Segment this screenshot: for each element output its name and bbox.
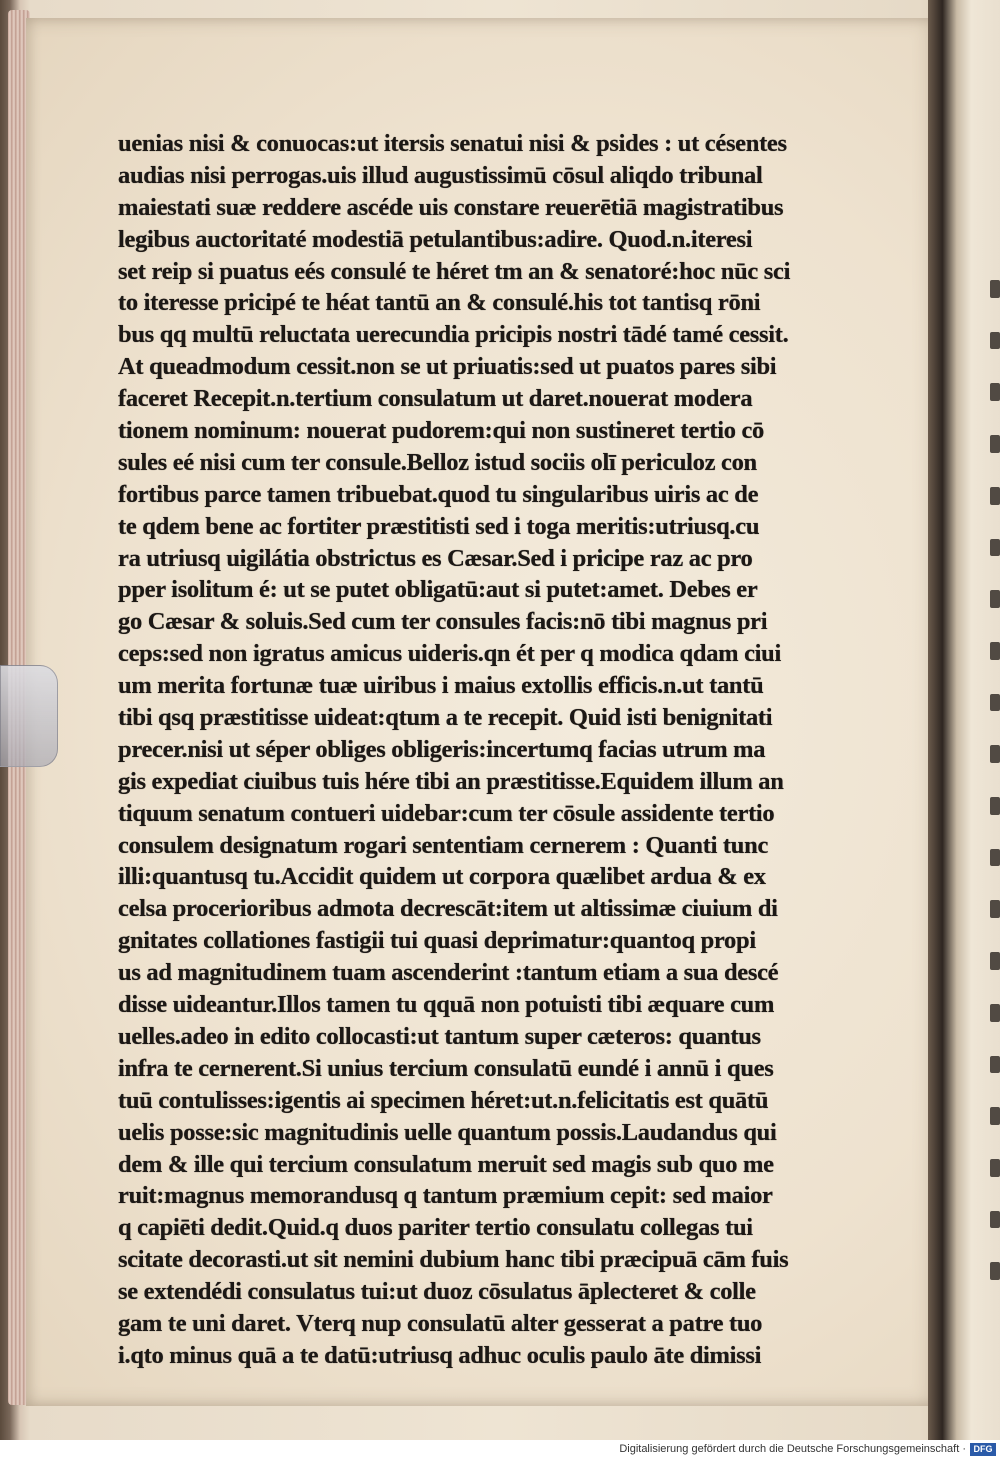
text-line: precer.nisi ut séper obliges obligeris:incertumq facias utrum ma (118, 735, 766, 763)
text-line: tionem nominum: nouerat pudorem:qui non sustineret tertio cō (118, 417, 765, 445)
text-line: scitate decorasti.ut sit nemini dubium hanc tibi præcipuā cām fuis (118, 1246, 789, 1274)
page-clip (0, 665, 58, 767)
text-line: faceret Recepit.n.tertium consulatum ut daret.nouerat modera (118, 385, 753, 413)
facing-page-glyph (990, 694, 1000, 712)
text-line: um merita fortunæ tuæ uiribus i maius extollis efficis.n.ut tantū (118, 672, 764, 700)
dfg-logo: DFG (970, 1443, 996, 1456)
text-line: gis expediat ciuibus tuis hére tibi an præstitisse.Equidem illum an (118, 767, 784, 795)
text-line: gam te uni daret. Vterq nup consulatū alter gesserat a patre tuo (118, 1309, 763, 1337)
facing-page-glyph (990, 435, 1000, 453)
text-line: tuū contulisses:igentis ai specimen héret:ut.n.felicitatis est quātū (118, 1086, 769, 1114)
text-line: se extendédi consulatus tui:ut duoz cōsulatus āplecteret & colle (118, 1278, 756, 1306)
text-line: At queadmodum cessit.non se ut priuatis:sed ut puatos pares sibi (118, 353, 777, 381)
text-line: set reip si puatus eés consulé te héret tm an & senatoré:hoc nūc sci (118, 257, 791, 285)
facing-page-glyph (990, 1262, 1000, 1280)
text-line: uenias nisi & conuocas:ut itersis senatui nisi & psides : ut césentes (118, 130, 787, 157)
text-line: ceps:sed non igratus amicus uideris.qn ét per q modica qdam ciui (118, 640, 782, 668)
text-line: pper isolitum é: ut se putet obligatū:aut si putet:amet. Debes er (118, 576, 758, 604)
text-line: te qdem bene ac fortiter præstitisti sed i toga meritis:utriusq.cu (118, 512, 760, 540)
text-line: ra utriusq uigilátia obstrictus es Cæsar.Sed i pricipe raz ac pro (118, 544, 753, 572)
text-line: consulem designatum rogari sententiam cernerem : Quanti tunc (118, 831, 769, 859)
text-line: tiquum senatum contueri uidebar:cum ter cōsule assidente tertio (118, 799, 775, 827)
facing-page-glyph (990, 332, 1000, 350)
text-line: q capiēti dedit.Quid.q duos pariter tertio consulatu collegas tui (118, 1214, 753, 1242)
facing-page-glyph (990, 1211, 1000, 1229)
facing-page-glyph (990, 487, 1000, 505)
text-line: disse uideantur.Illos tamen tu qquā non potuisti tibi æquare cum (118, 991, 775, 1019)
text-line: maiestati suæ reddere ascéde uis constare reuerētiā magistratibus (118, 193, 784, 221)
facing-page-glyph (990, 1004, 1000, 1022)
text-line: i.qto minus quā a te datū:utriusq adhuc oculis paulo āte dimissi (118, 1341, 762, 1369)
facing-page-fragment (978, 280, 1000, 1280)
text-line: fortibus parce tamen tribuebat.quod tu singularibus uiris ac de (118, 480, 759, 508)
facing-page-glyph (990, 952, 1000, 970)
footer-bar (0, 1440, 1000, 1460)
facing-page-glyph (990, 383, 1000, 401)
facing-page-glyph (990, 1159, 1000, 1177)
text-line: infra te cernerent.Si unius tercium consulatū eundé i annū i ques (118, 1054, 774, 1082)
text-line: legibus auctoritaté modestiā petulantibus:adire. Quod.n.iteresi (118, 225, 753, 253)
text-line: audias nisi perrogas.uis illud augustissimū cōsul aliqdo tribunal (118, 161, 763, 189)
text-line: celsa procerioribus admota decrescāt:item ut altissimæ ciuium di (118, 895, 778, 923)
facing-page-glyph (990, 539, 1000, 557)
text-line: uelis posse:sic magnitudinis uelle quantum possis.Laudandus qui (118, 1118, 777, 1146)
facing-page-glyph (990, 745, 1000, 763)
text-line: us ad magnitudinem tuam ascenderint :tantum etiam a sua descé (118, 959, 779, 987)
printed-text-block (118, 128, 878, 1372)
text-line: illi:quantusq tu.Accidit quidem ut corpora quælibet ardua & ex (118, 863, 766, 891)
text-line: bus qq multū reluctata uerecundia pricipis nostri tādé tamé cessit. (118, 321, 789, 349)
facing-page-glyph (990, 590, 1000, 608)
text-line: dem & ille qui tercium consulatum meruit sed magis sub quo me (118, 1150, 774, 1178)
digitization-credit: Digitalisierung gefördert durch die Deutsche Forschungsgemeinschaft · (619, 1443, 966, 1455)
facing-page-glyph (990, 642, 1000, 660)
text-line: go Cæsar & soluis.Sed cum ter consules facis:nō tibi magnus pri (118, 608, 768, 636)
text-line: gnitates collationes fastigii tui quasi deprimatur:quantoq propi (118, 927, 756, 955)
facing-page-glyph (990, 849, 1000, 867)
text-line: uelles.adeo in edito collocasti:ut tantum super cæteros: quantus (118, 1022, 761, 1050)
facing-page-glyph (990, 797, 1000, 815)
text-line: ruit:magnus memorandusq q tantum præmium cepit: sed maior (118, 1182, 773, 1210)
facing-page-glyph (990, 280, 1000, 298)
facing-page-glyph (990, 1056, 1000, 1074)
facing-page-glyph (990, 1107, 1000, 1125)
text-line: tibi qsq præstitisse uideat:qtum a te recepit. Quid isti benignitati (118, 704, 773, 732)
facing-page-glyph (990, 900, 1000, 918)
text-line: sules eé nisi cum ter consule.Belloz istud sociis olī periculoz con (118, 448, 757, 476)
text-line: to iteresse pricipé te héat tantū an & consulé.his tot tantisq rōni (118, 289, 761, 317)
